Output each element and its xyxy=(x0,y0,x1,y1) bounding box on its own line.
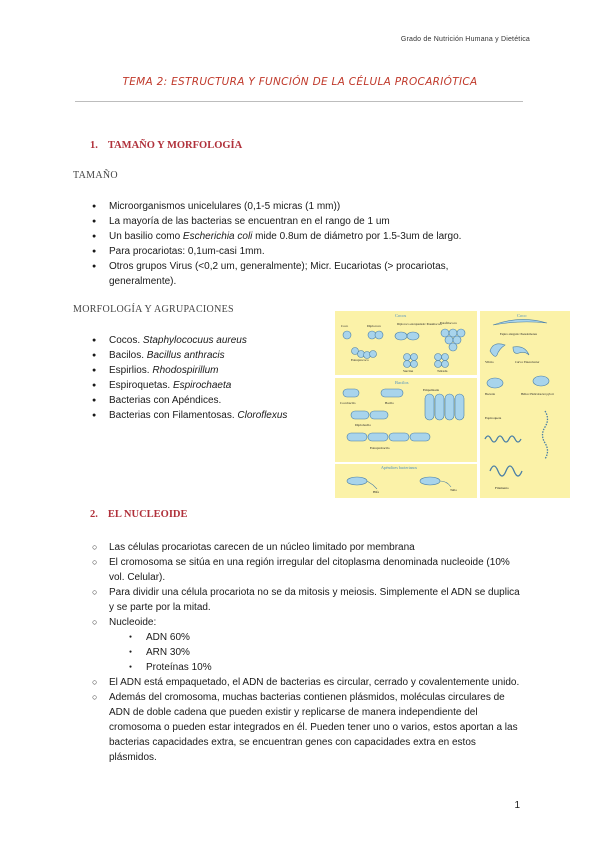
label-curvo: Curvo: Enterobacter xyxy=(515,360,540,364)
label-diplobacilo: Diplobacilo xyxy=(355,423,372,427)
morfologia-list xyxy=(92,333,332,423)
figure-cocos-label: Cocos xyxy=(395,313,407,318)
list-item: ○ El cromosoma se sitúa en una región irregular del citoplasma denominada nucleoide (10% vol. Celular). xyxy=(92,555,522,585)
section-1-label: TAMAÑO Y MORFOLOGÍA xyxy=(107,140,243,151)
label-helice: Hélice: Helicobacter pylori xyxy=(521,392,554,396)
label-cocobacilo: Cocobacilo xyxy=(340,401,356,405)
section-2-heading xyxy=(90,509,188,520)
nucleoide-list xyxy=(92,540,522,765)
title-divider xyxy=(75,101,523,102)
subheading-tamano: TAMAÑO xyxy=(73,170,118,181)
section-1-heading xyxy=(90,140,242,151)
list-item: ● Bacilos. Bacillus anthracis xyxy=(92,348,332,363)
nucleoide-composition-list xyxy=(129,630,522,675)
list-item: ○ Para dividir una célula procariota no se da mitosis y meiosis. Simplemente el ADN se duplica y se parte por la mitad. xyxy=(92,585,522,615)
list-item: ● Cocos. Staphylococuus aureus xyxy=(92,333,332,348)
label-bacilo: Bacilo xyxy=(385,401,394,405)
list-item: ● La mayoría de las bacterias se encuentran en el rango de 1 um xyxy=(92,214,512,229)
label-pneumococo: Diplococo encapsulado: Pneumococo xyxy=(397,322,443,326)
label-filamento: Filamento xyxy=(495,486,509,490)
document-title: TEMA 2: ESTRUCTURA Y FUNCIÓN DE LA CÉLULA PROCARIÓTICA xyxy=(122,76,478,88)
list-item: ● Un basilio como Escherichia coli mide 0.8um de diámetro por 1.5-3um de largo. xyxy=(92,229,512,244)
label-espiroqueta: Espiroqueta xyxy=(485,416,502,420)
subheading-morfologia: MORFOLOGÍA Y AGRUPACIONES xyxy=(73,304,234,315)
list-item: ● Bacterias con Filamentosas. Cloroflexus xyxy=(92,408,332,423)
list-item: ○ Las células procariotas carecen de un núcleo limitado por membrana xyxy=(92,540,522,555)
list-item: ● Otros grupos Virus (<0,2 um, generalmente); Micr. Eucariotas (> procariotas, generalmente). xyxy=(92,259,512,289)
list-item: ● Para procariotas: 0,1um-casi 1mm. xyxy=(92,244,512,259)
bacteria-morphology-figure xyxy=(335,311,570,498)
section-1-number: 1. xyxy=(90,140,98,151)
label-espiro-alargado: Espiro alargado: Pseudomonas xyxy=(500,332,537,336)
label-diplococo: Diplococo xyxy=(367,324,382,328)
list-item: ○ El ADN está empaquetado, el ADN de bacterias es circular, cerrado y covalentemente unido. xyxy=(92,675,522,690)
label-hifa: Hifa xyxy=(373,490,380,494)
list-item: ● Bacterias con Apéndices. xyxy=(92,393,332,408)
label-estreptococo: Estreptococo xyxy=(351,358,369,362)
figure-apendices-label: Apéndices bacterianos xyxy=(381,465,418,470)
label-estreptobacilo: Estreptobacilo xyxy=(370,446,390,450)
label-sarcina: Sarcina xyxy=(403,369,414,373)
document-header: Grado de Nutrición Humana y Dietética xyxy=(400,36,530,43)
label-tallo: Tallo xyxy=(450,488,457,492)
list-item: ● Microorganismos unicelulares (0,1-5 micras (1 mm)) xyxy=(92,199,512,214)
label-empalizada: Empalizada xyxy=(423,388,440,392)
figure-coco-label: Coco xyxy=(517,313,527,318)
figure-bacilos-label: Bacilos xyxy=(395,380,409,385)
list-item: ● Espirlios. Rhodospirillum xyxy=(92,363,332,378)
section-2-label: EL NUCLEOIDE xyxy=(107,509,188,520)
list-item: ● Espiroquetas. Espirochaeta xyxy=(92,378,332,393)
label-tetrada: Tétrada xyxy=(437,369,448,373)
list-item: ● ARN 30% xyxy=(129,645,522,660)
label-bacteria: Bacteria xyxy=(485,392,495,396)
label-estafilococo: Estafilococo xyxy=(440,321,457,325)
list-item: ● Proteínas 10% xyxy=(129,660,522,675)
label-vibrio: Vibrio xyxy=(485,360,494,364)
page-number: 1 xyxy=(514,800,520,811)
label-coco: Coco xyxy=(341,324,349,328)
section-2-number: 2. xyxy=(90,509,98,520)
list-item: ○ Nucleoide: ● ADN 60% ● ARN 30% ● Proteínas 10% xyxy=(92,615,522,675)
list-item: ● ADN 60% xyxy=(129,630,522,645)
list-item: ○ Además del cromosoma, muchas bacterias contienen plásmidos, moléculas circulares de ADN de doble cadena que pueden existir y replicarse de manera independiente del cromosoma o pueden estar integrados en él. Pueden tener uno o varios, estos aportan a las bacterias capacidades extra, se encuentran genes con capacidades extra en estos plásmidos. xyxy=(92,690,522,765)
tamano-list xyxy=(92,199,512,289)
